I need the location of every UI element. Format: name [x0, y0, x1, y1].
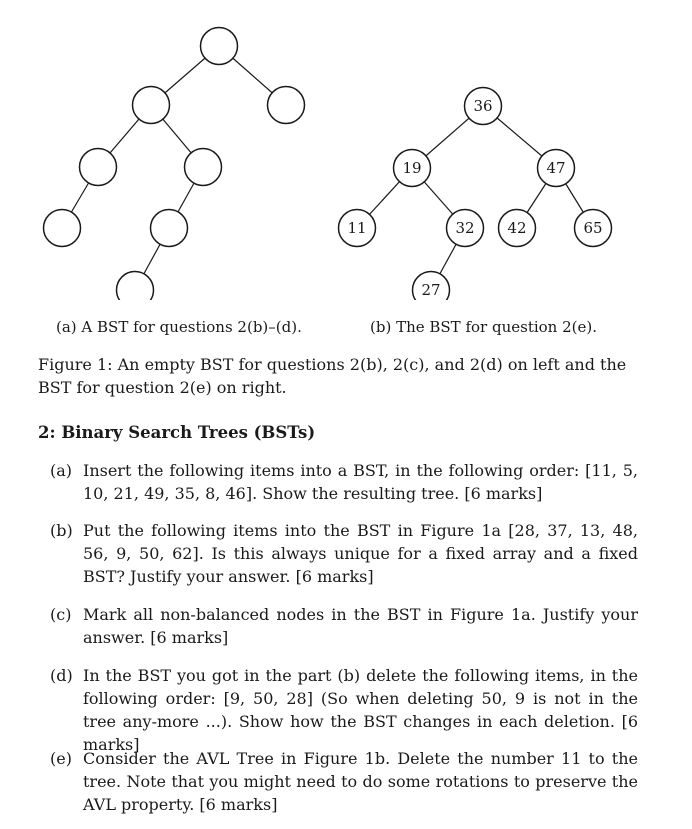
tree-b-node [413, 272, 450, 301]
tree-b-node [465, 88, 502, 125]
tree-a-node [201, 28, 238, 65]
question-text: Put the following items into the BST in Figure 1a [28, 37, 13, 48, 56, 9, 50, 62]. Is this always unique for a fixed array and a fixed BST? Justify your answer. [6 marks] [83, 521, 638, 586]
tree-b-node-label: 42 [507, 219, 527, 237]
tree-a-node [268, 87, 305, 124]
figure-1 [0, 0, 692, 300]
tree-b [339, 88, 612, 301]
question-e [50, 747, 638, 816]
tree-b-node-label: 32 [455, 219, 475, 237]
tree-b-node [394, 150, 431, 187]
tree-b-node [499, 210, 536, 247]
question-b [50, 519, 638, 588]
figure-caption: Figure 1: An empty BST for questions 2(b), 2(c), and 2(d) on left and the BST for question 2(e) on right. [38, 355, 627, 397]
question-c [50, 603, 638, 649]
question-label: (e) [50, 749, 72, 768]
question-label: (a) [50, 461, 73, 480]
tree-a-node [80, 149, 117, 186]
question-text: Mark all non-balanced nodes in the BST in Figure 1a. Justify your answer. [6 marks] [83, 605, 638, 647]
tree-b-node [447, 210, 484, 247]
question-label: (d) [50, 666, 73, 685]
question-text: In the BST you got in the part (b) delete the following items, in the following order: [9, 50, 28] (So when deleting 50, 9 is not in the tree any-more ...). Show how the BST changes in each deletion. [6 marks] [83, 666, 638, 754]
subcaption-a: (a) A BST for questions 2(b)–(d). [56, 318, 302, 336]
tree-b-node [538, 150, 575, 187]
tree-a-node [117, 272, 154, 301]
section-title: 2: Binary Search Trees (BSTs) [38, 423, 316, 442]
figure-1-trees [0, 0, 692, 300]
question-text: Insert the following items into a BST, in the following order: [11, 5, 10, 21, 49, 35, 8, 46]. Show the resulting tree. [6 marks] [83, 461, 638, 503]
tree-a-node [151, 210, 188, 247]
tree-b-node [575, 210, 612, 247]
tree-a-node [44, 210, 81, 247]
tree-b-node [339, 210, 376, 247]
question-a [50, 459, 638, 505]
tree-b-node-label: 47 [546, 159, 566, 177]
subcaption-b: (b) The BST for question 2(e). [370, 318, 597, 336]
tree-b-node-label: 19 [402, 159, 422, 177]
tree-b-node-label: 65 [583, 219, 603, 237]
question-d [50, 664, 638, 756]
question-label: (b) [50, 521, 73, 540]
tree-b-node-label: 11 [347, 219, 367, 237]
tree-a-node [133, 87, 170, 124]
tree-a [44, 28, 305, 301]
tree-a-node [185, 149, 222, 186]
tree-b-node-label: 36 [473, 97, 493, 115]
question-text: Consider the AVL Tree in Figure 1b. Delete the number 11 to the tree. Note that you might need to do some rotations to preserve the AVL property. [6 marks] [83, 749, 638, 814]
question-label: (c) [50, 605, 72, 624]
tree-b-node-label: 27 [421, 281, 441, 299]
